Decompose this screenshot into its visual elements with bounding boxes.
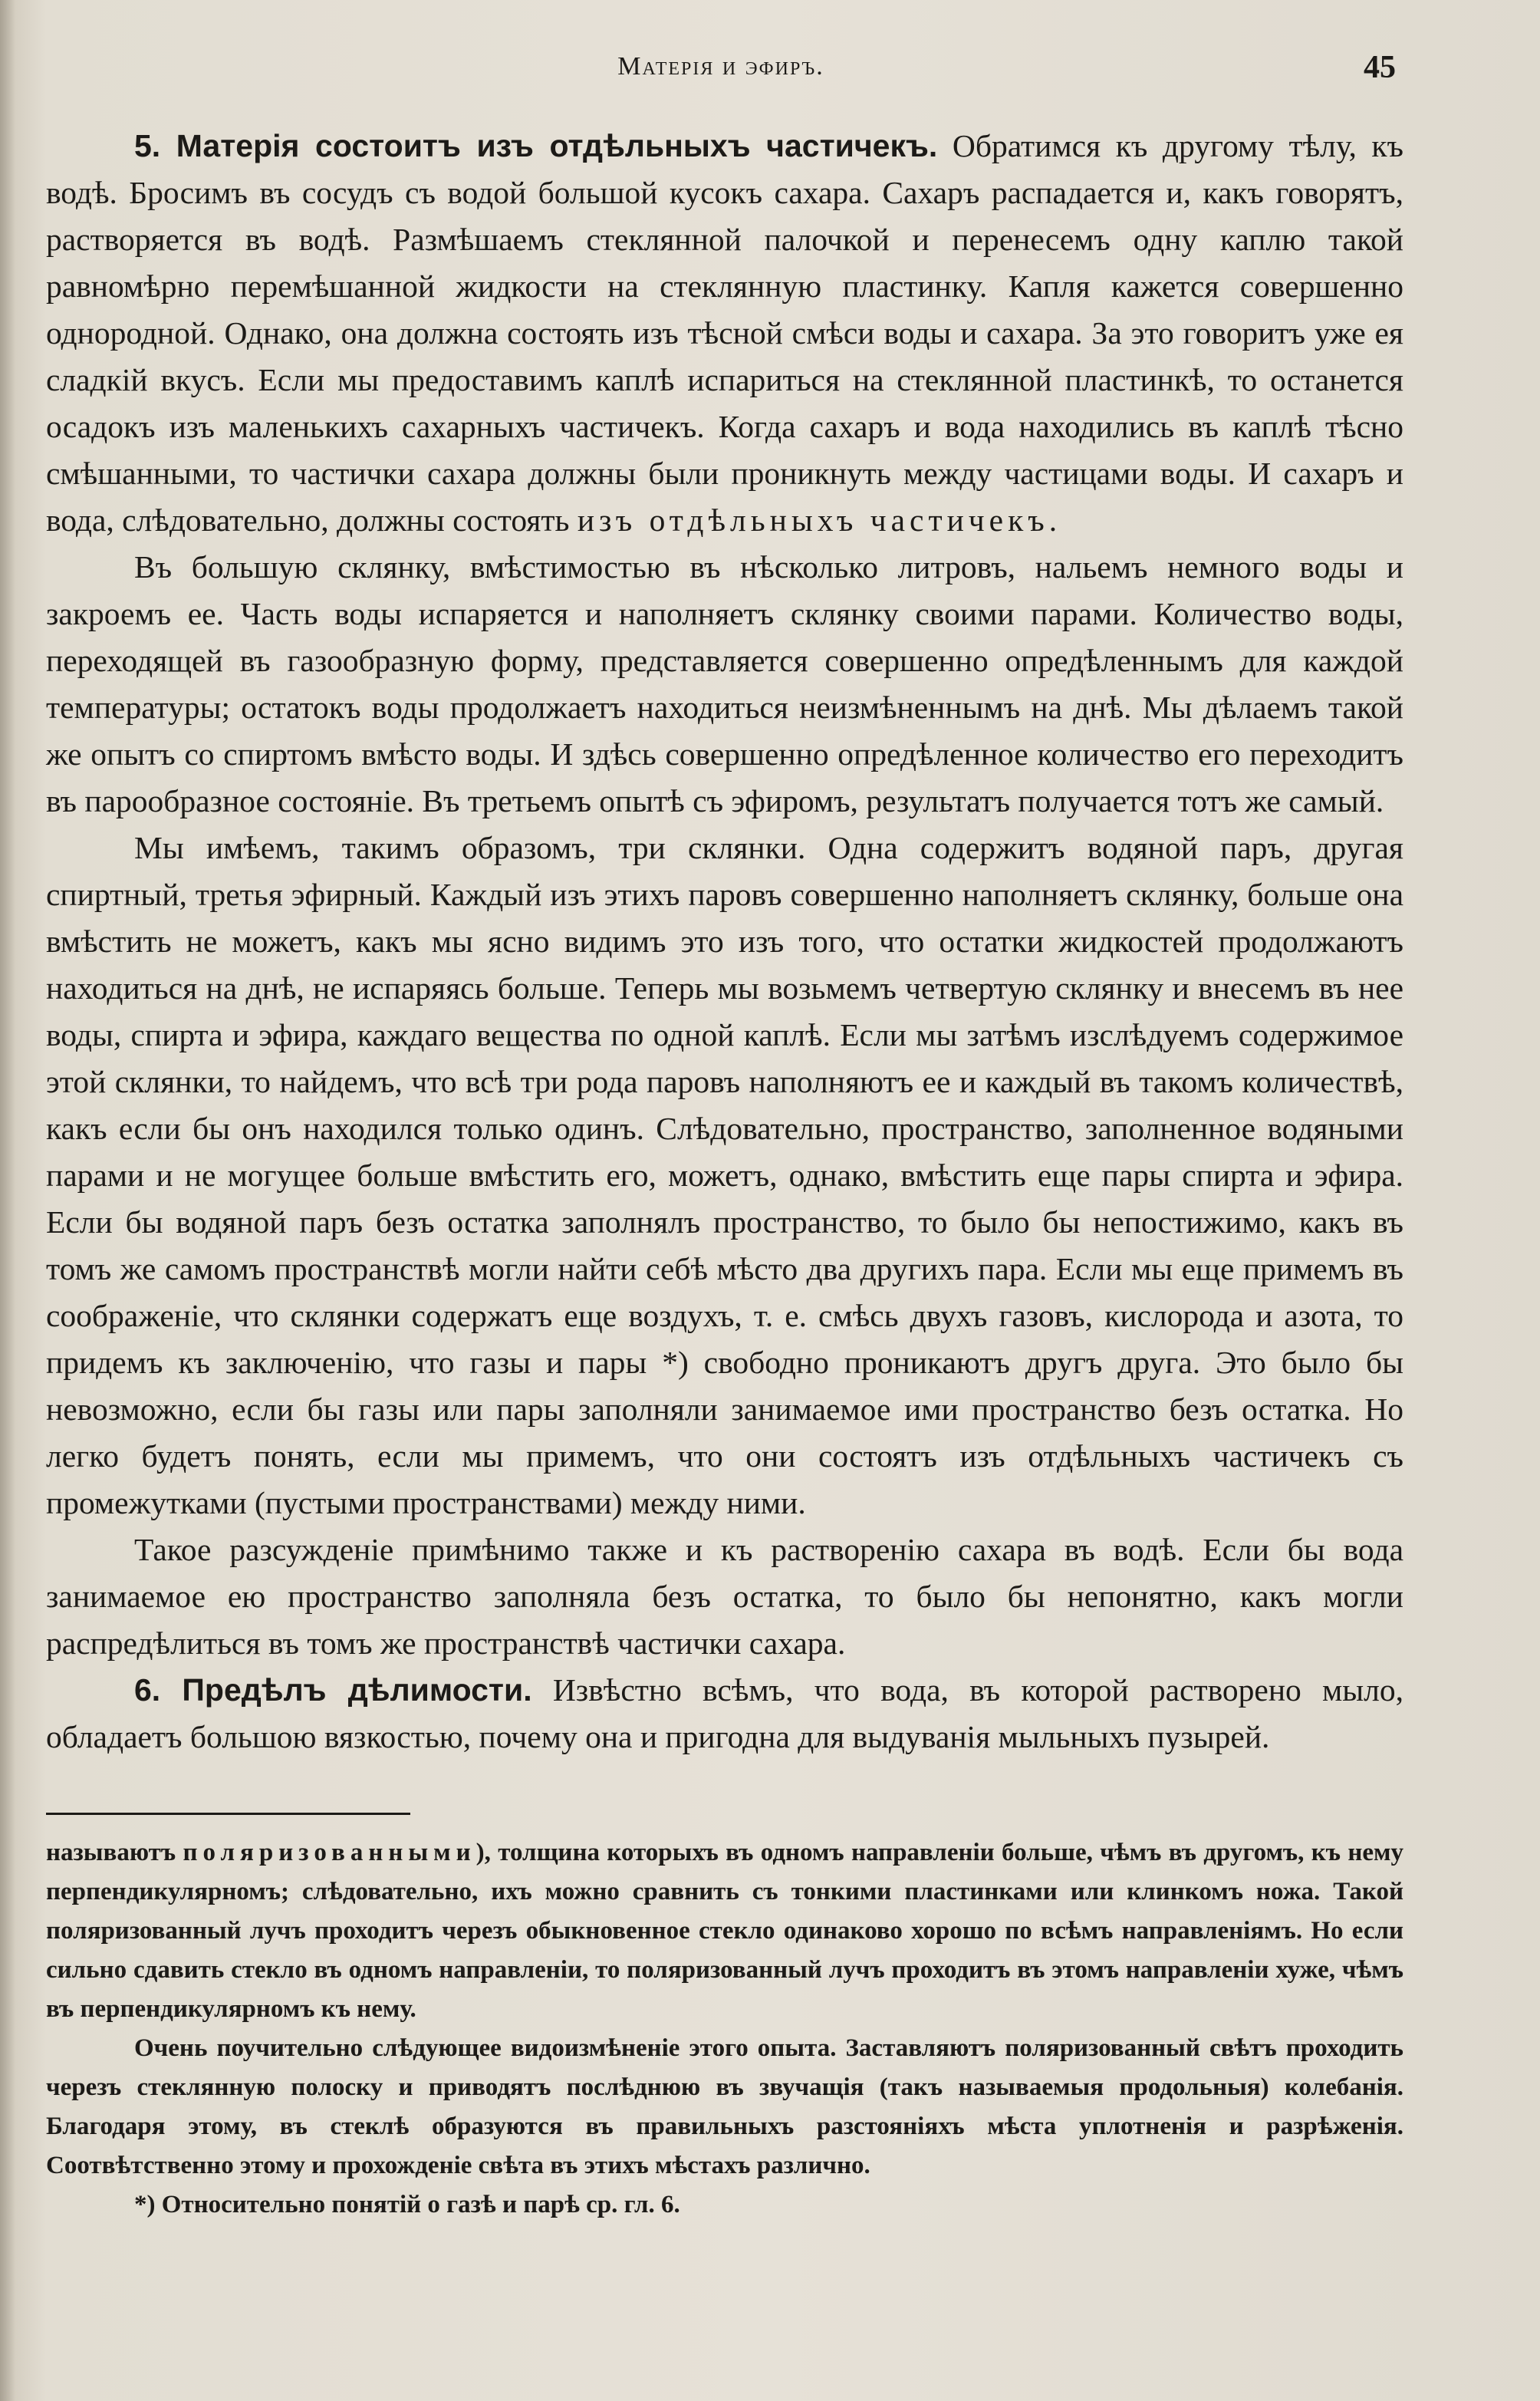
footnote-text: называютъ [46, 1839, 183, 1866]
paragraph-text: Обратимся къ другому тѣлу, къ водѣ. Бросимъ въ сосудъ съ водой большой кусокъ сахара. Сахаръ распадается и, какъ говорятъ, растворяется въ водѣ. Размѣшаемъ стеклянной палочкой и перенесемъ одну каплю такой равномѣрно перемѣшанной жидкости на стеклянную пластинку. Капля кажется совершенно однородной. Однако, она должна состоять изъ тѣсной смѣси воды и сахара. За это говоритъ уже ея сладкій вкусъ. Если мы предоставимъ каплѣ испариться на стеклянной пластинкѣ, то останется осадокъ изъ маленькихъ сахарныхъ частичекъ. Когда сахаръ и вода находились въ каплѣ тѣсно смѣшанными, то частички сахара должны были проникнуть между частицами воды. И сахаръ и вода, слѣдовательно, должны состоять [46, 128, 1403, 538]
main-text [46, 123, 1403, 1760]
footnote-separator [46, 1813, 410, 1815]
page-number: 45 [1364, 50, 1396, 85]
paragraph: Мы имѣемъ, такимъ образомъ, три склянки. Одна содержитъ водяной паръ, другая спиртный, третья эфирный. Каждый изъ этихъ паровъ совершенно наполняетъ склянку, больше она вмѣстить не можетъ, какъ мы ясно видимъ это изъ того, что остатки жидкостей продолжаютъ находиться на днѣ, не испаряясь больше. Теперь мы возьмемъ четвертую склянку и внесемъ въ нее воды, спирта и эфира, каждаго вещества по одной каплѣ. Если мы затѣмъ изслѣдуемъ содержимое этой склянки, то найдемъ, что всѣ три рода паровъ наполняютъ ее и каждый въ такомъ количествѣ, какъ если бы онъ находился только одинъ. Слѣдовательно, пространство, заполненное водяными парами и не могущее больше вмѣстить его, можетъ, однако, вмѣстить еще пары спирта и эфира. Если бы водяной паръ безъ остатка заполнялъ пространство, то было бы непостижимо, какъ въ томъ же самомъ пространствѣ могли найти себѣ мѣсто два другихъ пара. Если мы еще примемъ въ соображеніе, что склянки содержатъ еще воздухъ, т. е. смѣсь двухъ газовъ, кислорода и азота, то придемъ къ заключенію, что газы и пары *) свободно проникаютъ другъ друга. Это было бы невозможно, если бы газы или пары заполняли занимаемое ими пространство безъ остатка. Но легко будетъ понять, если мы примемъ, что они состоятъ изъ отдѣльныхъ частичекъ съ промежутками (пустыми пространствами) между ними. [46, 830, 1403, 1520]
spaced-emphasis: изъ отдѣльныхъ частичекъ. [577, 502, 1062, 538]
page-edge-shadow [0, 0, 15, 2401]
footnotes [46, 1833, 1403, 2225]
footnote-continuation [46, 1833, 1403, 2029]
footnote-paragraph: Очень поучительно слѣдующее видоизмѣненіе этого опыта. Заставляютъ поляризованный свѣтъ проходить черезъ стеклянную полоску и приводятъ послѣднюю въ звучащія (такъ называемыя продольныя) колебанія. Благодаря этому, въ стеклѣ образуются въ правильныхъ разстояніяхъ мѣста уплотненія и разрѣженія. Соотвѣтственно этому и прохожденіе свѣта въ этихъ мѣстахъ различно. [46, 2034, 1403, 2179]
footnote-gas-vapor: *) Относительно понятій о газѣ и парѣ ср. гл. 6. [134, 2191, 680, 2218]
section-heading-5: 5. Матерія состоитъ изъ отдѣльныхъ частичекъ. [134, 128, 938, 163]
paragraph-text: Извѣстно всѣмъ, что вода, въ которой растворено мыло, обладаетъ большою вязкостью, почему она и пригодна для выдуванія мыльныхъ пузырей. [46, 1672, 1403, 1754]
spaced-emphasis: поляризованными [183, 1839, 476, 1866]
paragraph: Въ большую склянку, вмѣстимостью въ нѣсколько литровъ, нальемъ немного воды и закроемъ ее. Часть воды испаряется и наполняетъ склянку своими парами. Количество воды, переходящей въ газообразную форму, представляется совершенно опредѣленнымъ для каждой температуры; остатокъ воды продолжаетъ находиться неизмѣненнымъ на днѣ. Мы дѣлаемъ такой же опытъ со спиртомъ вмѣсто воды. И здѣсь совершенно опредѣленное количество его переходитъ въ парообразное состояніе. Въ третьемъ опытѣ съ эфиромъ, результатъ получается тотъ же самый. [46, 549, 1403, 818]
section-heading-6: 6. Предѣлъ дѣлимости. [134, 1672, 532, 1708]
page-header [46, 52, 1396, 98]
paragraph-section-6 [46, 1667, 1403, 1760]
running-title: Матерія и эфиръ. [617, 52, 824, 81]
footnote-text: ), толщина которыхъ въ одномъ направленіи больше, чѣмъ въ другомъ, къ нему перпендикулярномъ; слѣдовательно, ихъ можно сравнить съ тонкими пластинками или клинкомъ ножа. Такой поляризованный лучъ проходитъ черезъ обыкновенное стекло одинаково хорошо по всѣмъ направленіямъ. Но если сильно сдавить стекло въ одномъ направленіи, то поляризованный лучъ проходитъ въ этомъ направленіи хуже, чѣмъ въ перпендикулярномъ къ нему. [46, 1839, 1404, 2023]
paragraph-section-5 [46, 123, 1403, 544]
paragraph: Такое разсужденіе примѣнимо также и къ раствоpенію сахара въ водѣ. Если бы вода занимаемое ею пространство заполняла безъ остатка, то было бы непонятно, какъ могли распредѣлиться въ томъ же пространствѣ частички сахара. [46, 1532, 1403, 1661]
